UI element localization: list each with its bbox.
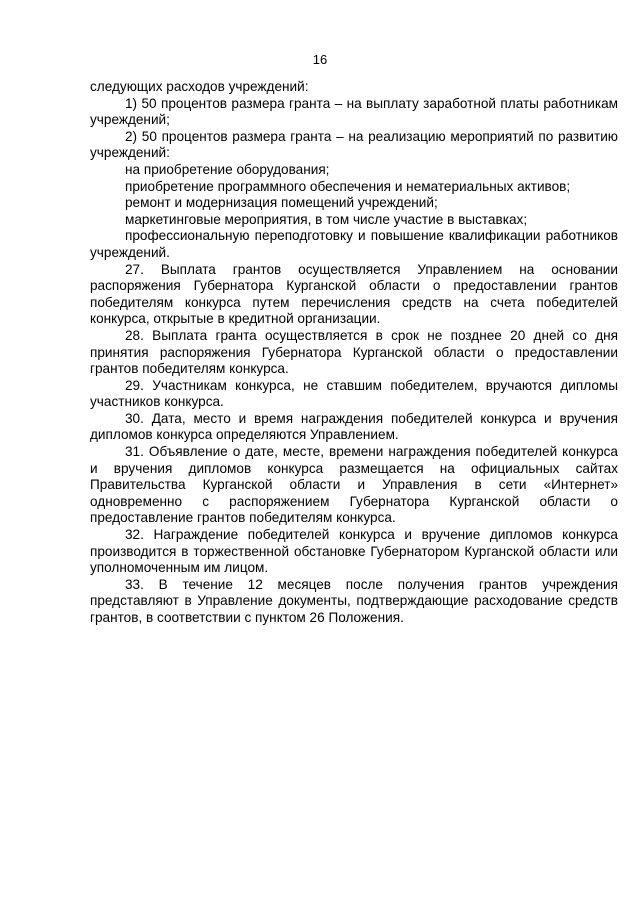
document-body <box>90 79 618 627</box>
page-number: 16 <box>312 52 328 67</box>
list-item-software: приобретение программного обеспечения и нематериальных активов; <box>125 178 571 194</box>
paragraph-expenses-intro: следующих расходов учреждений: <box>90 79 309 94</box>
list-item-marketing: маркетинговые мероприятия, в том числе участие в выставках; <box>125 211 528 227</box>
list-item-training: профессиональную переподготовку и повышение квалификации работников учреждений. <box>90 228 618 260</box>
list-item-repair: ремонт и модернизация помещений учреждений; <box>125 195 438 211</box>
paragraph-31: 31. Объявление о дате, месте, времени награждения победителей конкурса и вручения дипломов конкурса размещается на официальных сайтах Правительства Курганской области и Управления в сети «Интернет» одновременно с распоряжением Губернатора Курганской области о предоставление грантов победителям конкурса. <box>90 444 618 526</box>
paragraph-item-2: 2) 50 процентов размера гранта – на реализацию мероприятий по развитию учреждений: <box>90 128 618 161</box>
paragraph-32: 32. Награждение победителей конкурса и вручение дипломов конкурса производится в торжественной обстановке Губернатором Курганской области или уполномоченным им лицом. <box>90 527 618 576</box>
paragraph-33: 33. В течение 12 месяцев после получения грантов учреждения представляют в Управление документы, подтверждающие расходование средств грантов, в соответствии с пунктом 26 Положения. <box>90 576 618 625</box>
paragraph-30: 30. Дата, место и время награждения победителей конкурса и вручения дипломов конкурса определяются Управлением. <box>90 410 618 443</box>
paragraph-28: 28. Выплата гранта осуществляется в срок не позднее 20 дней со дня принятия распоряжения Губернатора Курганской области о предоставлении грантов победителям конкурса. <box>90 327 618 377</box>
paragraph-item-1: 1) 50 процентов размера гранта – на выплату заработной платы работникам учреждений; <box>90 95 618 128</box>
paragraph-27: 27. Выплата грантов осуществляется Управлением на основании распоряжения Губернатора Курганской области о предоставлении грантов победителям конкурса путем перечисления средств на счета победителей конкурса, открытые в кредитной организации. <box>90 261 618 327</box>
list-item-equipment: на приобретение оборудования; <box>125 161 330 177</box>
paragraph-29: 29. Участникам конкурса, не ставшим победителем, вручаются дипломы участников конкурса. <box>90 377 618 410</box>
